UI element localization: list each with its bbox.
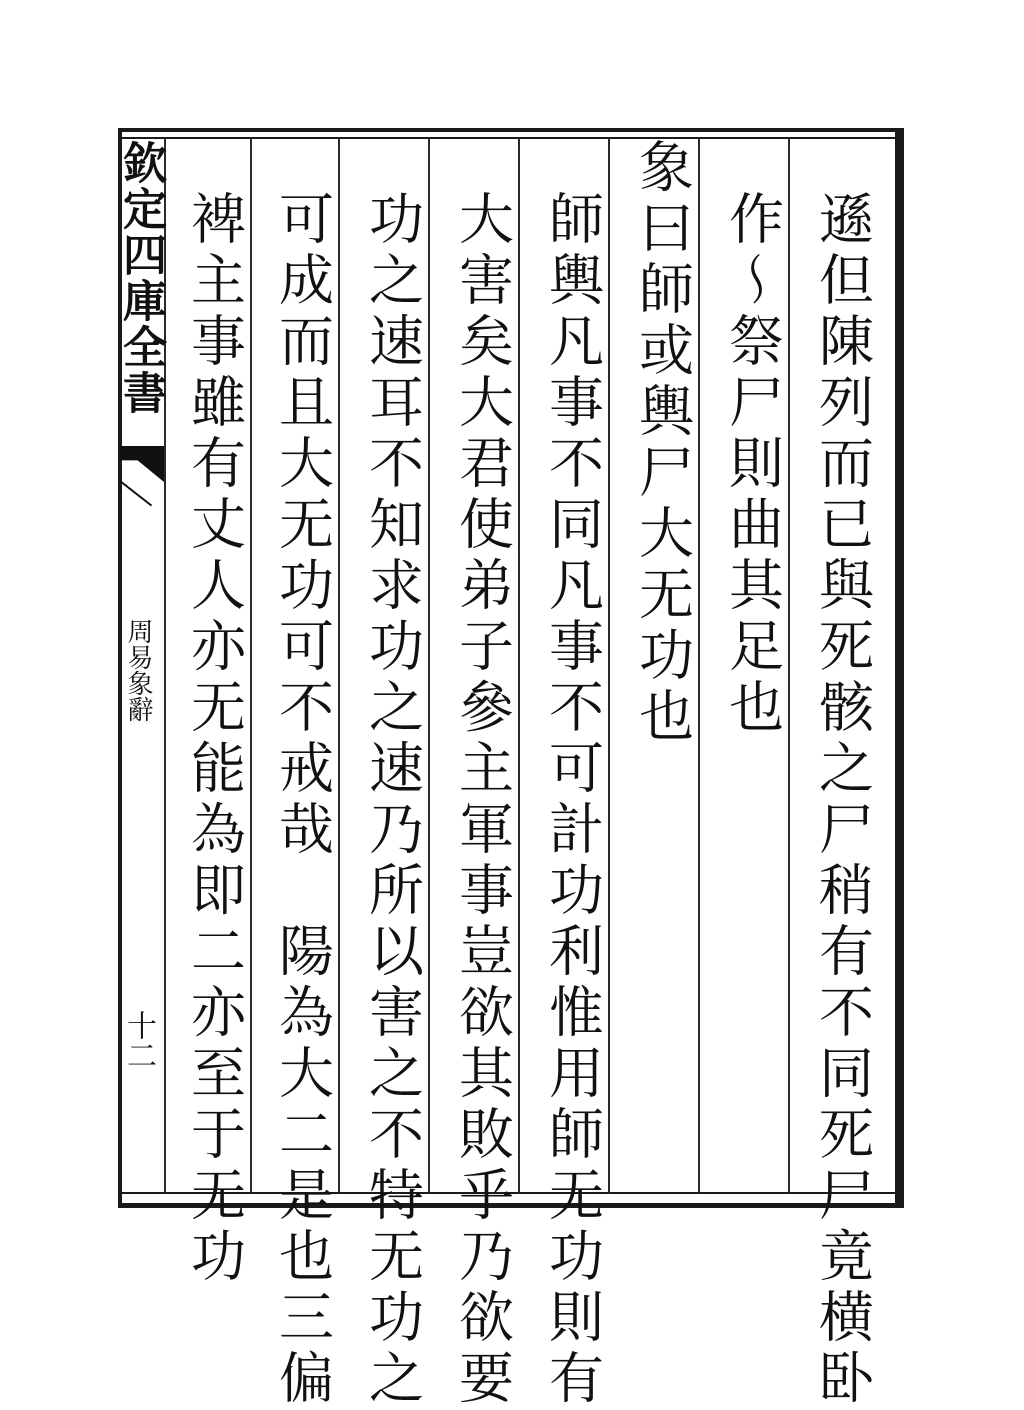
book-title: 周易象辭 xyxy=(123,618,153,722)
collection-title: 欽定四庫全書 xyxy=(115,140,166,416)
text-column-8: 裨主事雖有丈人亦无能為即二亦至于无功 xyxy=(182,190,246,1288)
text-column-1: 遜但陳列而已與死骸之尸稍有不同死尸竟横卧 xyxy=(810,190,874,1410)
text-column-2: 作〜祭尸則曲其足也 xyxy=(720,190,784,739)
page-number: 十二 xyxy=(121,1010,156,1070)
text-column-5: 大害矣大君使弟子參主軍事豈欲其敗乎乃欲要 xyxy=(450,190,514,1410)
text-column-4: 師輿凡事不同凡事不可計功利惟用師无功則有 xyxy=(540,190,604,1410)
text-column-7: 可成而且大无功可不戒哉 陽為大二是也三偏 xyxy=(270,190,334,1410)
top-inner-rule xyxy=(118,137,904,139)
text-column-6: 功之速耳不知求功之速乃所以害之不特无功之 xyxy=(360,190,424,1410)
text-column-3: 象曰師或輿尸大无功也 xyxy=(630,138,694,748)
